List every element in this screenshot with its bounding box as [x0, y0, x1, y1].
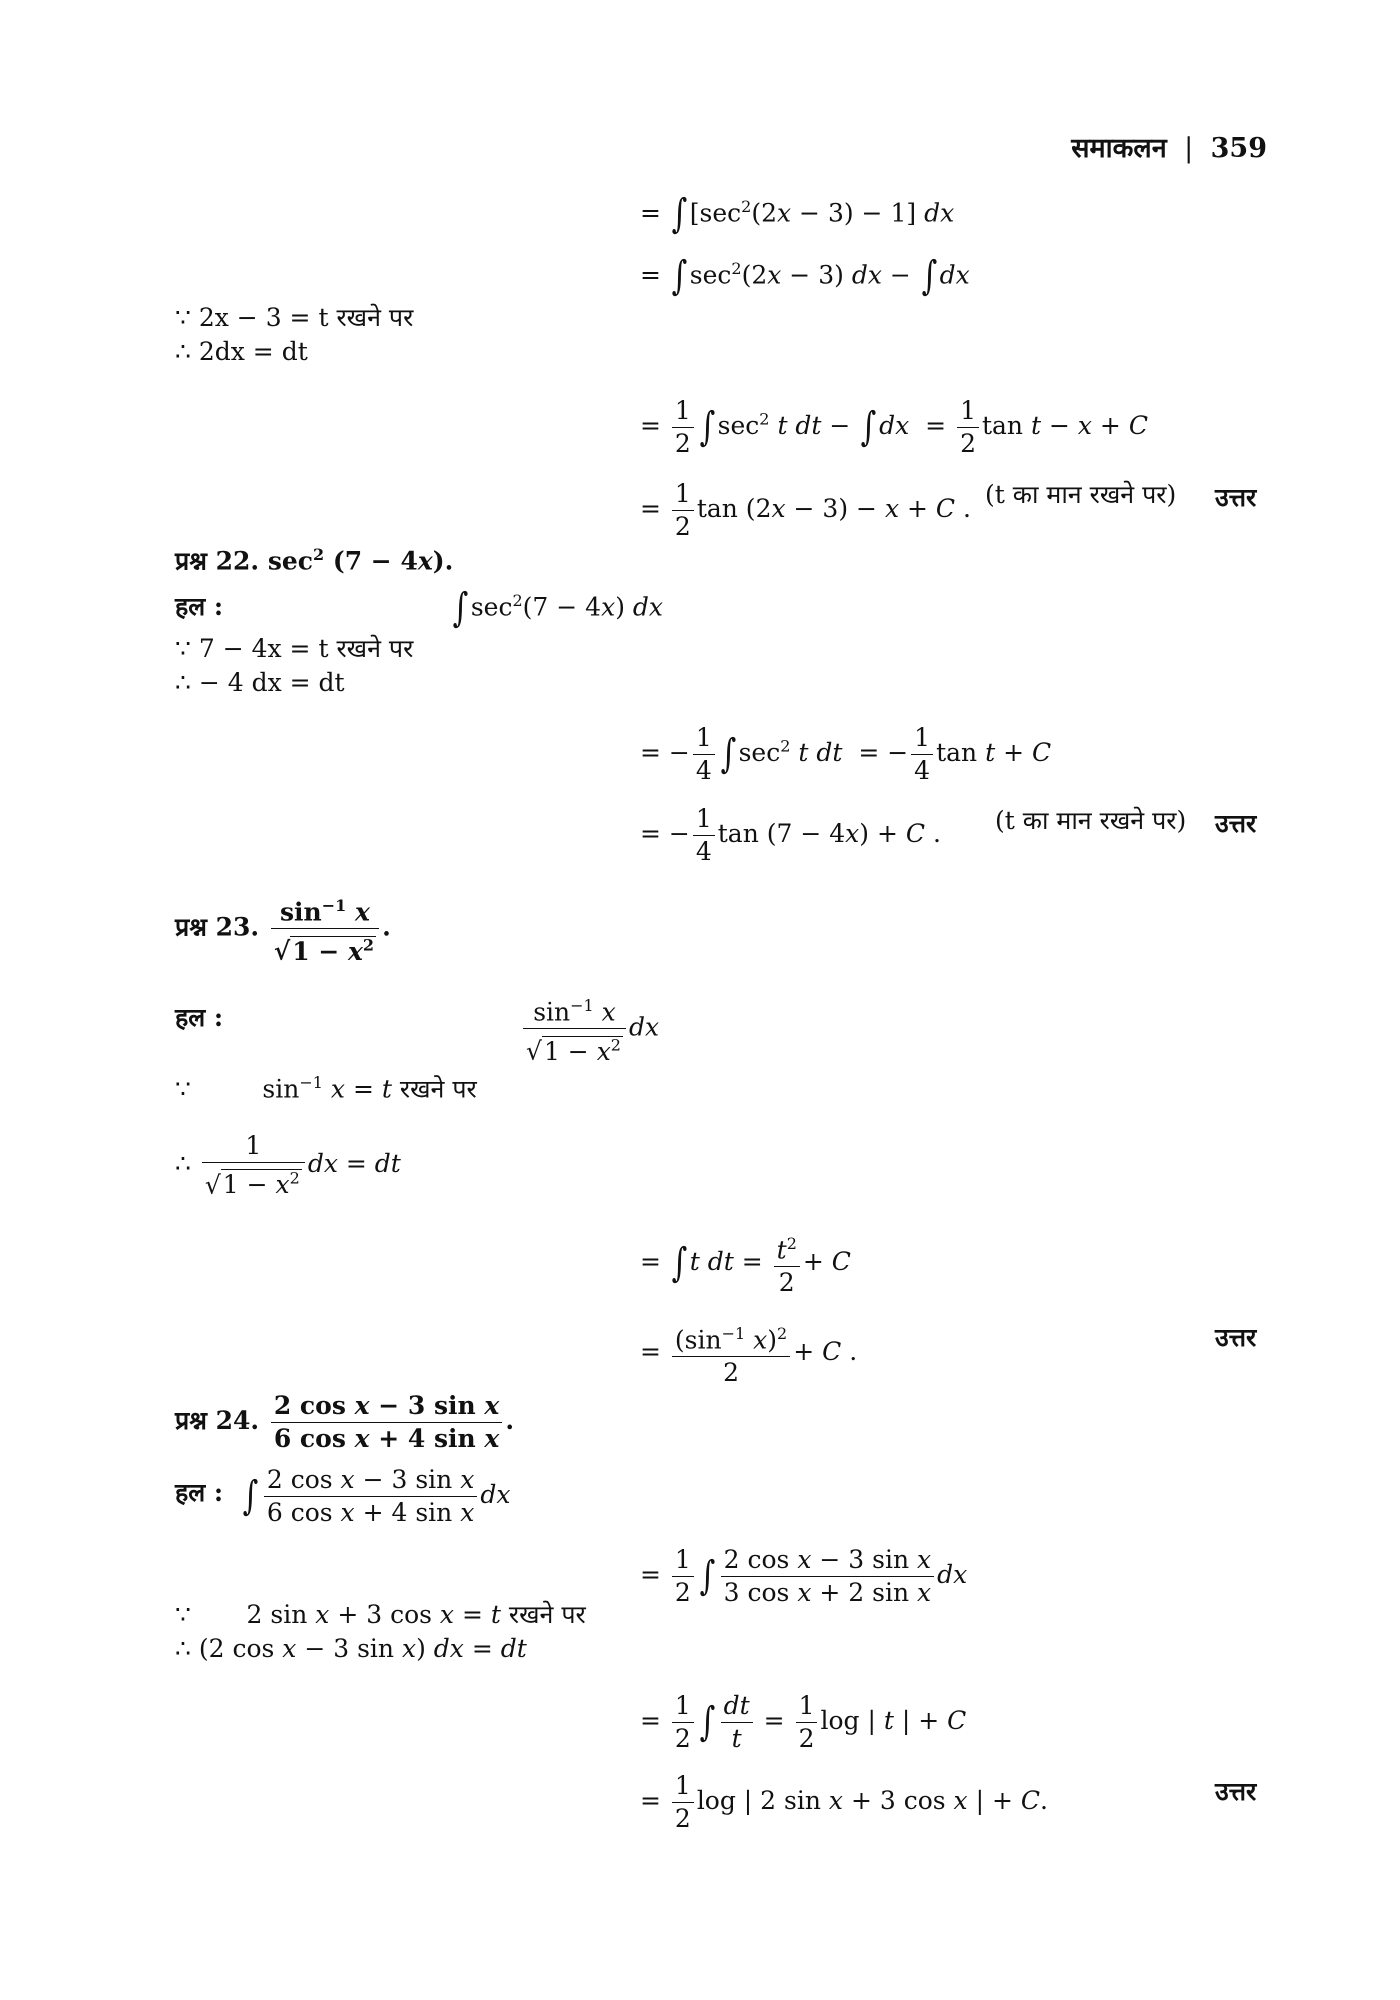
q22-label: प्रश्न 22. [175, 546, 260, 576]
q23-answer: उत्तर [1215, 1323, 1257, 1352]
q23-sub2: ∴ $\frac{1}{√1 - x^2}$ dx = dt [175, 1131, 401, 1200]
cont-step4: = $\frac{1}{2}$ tan (2x − 3) − x + C . [640, 479, 971, 541]
cont-sub2: ∴ 2dx = dt [175, 337, 308, 366]
q24-answer: उत्तर [1215, 1777, 1257, 1806]
cont-step3: = $\frac{1}{2}$ ∫ $\sec^2 t$ dt − ∫ dx = $\frac{1}{2}$ tan t − x + C [640, 396, 1148, 458]
page-header [1071, 128, 1267, 165]
q24-step3: = $\frac{1}{2}$ log | 2 sin x + 3 cos x | + C. [640, 1771, 1048, 1833]
q22-sub1: ∵ 7 − 4x = t रखने पर [175, 634, 414, 663]
header-separator: | [1184, 133, 1194, 164]
q24-step1: = $\frac{1}{2}$ ∫ $\frac{\text{2 cos x − 3 sin x}}{\text{3 cos x + 2 sin x}}$ dx [640, 1545, 968, 1607]
q24-label: प्रश्न 24. [175, 1406, 260, 1435]
cont-step1: = ∫ $[\sec^2(2x - 3) - 1]$ dx [640, 191, 955, 238]
q23-hal: हल : [175, 1003, 224, 1032]
cont-sub1: ∵ 2x − 3 = t रखने पर [175, 303, 414, 332]
q23-heading: प्रश्न 23. $\frac{\sin^{-1} x}{√1 - x^2}$ . [175, 890, 391, 968]
q23-sub1: ∵ $\sin^{-1} x = t$ रखने पर [175, 1073, 477, 1104]
q22-step1: = − $\frac{1}{4}$ ∫ $\sec^2 t$ dt = − $\frac{1}{4}$ tan t + C [640, 723, 1052, 785]
q22-sub2: ∴ − 4 dx = dt [175, 668, 345, 697]
q24-integral: ∫ $\frac{\text{2 cos x − 3 sin x}}{\text{6 cos x + 4 sin x}}$ dx [242, 1465, 511, 1527]
q24-step2: = $\frac{1}{2}$ ∫ $\frac{dt}{t}$ = $\frac{1}{2}$ log | t | + C [640, 1691, 967, 1753]
q24-sub1: ∵ 2 sin x + 3 cos x = t रखने पर [175, 1600, 586, 1629]
q24-hal: हल : [175, 1478, 224, 1507]
q23-step2: = $\frac{(\sin^{-1} x)^2}{2}$ + C . [640, 1318, 857, 1389]
cont-step2: = ∫ $\sec^2(2x - 3)$ dx − ∫ dx [640, 253, 970, 300]
q23-integral: $\frac{\sin^{-1} x}{√1 - x^2}$ dx [520, 990, 659, 1068]
page-number: 359 [1210, 133, 1267, 164]
chapter-title: समाकलन [1071, 133, 1167, 164]
q23-label: प्रश्न 23. [175, 912, 260, 942]
q24-sub2: ∴ (2 cos x − 3 sin x) dx = dt [175, 1634, 527, 1663]
cont-answer: उत्तर [1215, 483, 1257, 512]
q22-hal: हल : [175, 592, 224, 621]
q22-heading: प्रश्न 22. $\sec^2 (7 - 4x)$. [175, 545, 454, 576]
q22-step2: = − $\frac{1}{4}$ tan (7 − 4x) + C . [640, 804, 941, 866]
q22-note: (t का मान रखने पर) [995, 806, 1187, 835]
q22-integral: ∫ $\sec^2(7 - 4x)$ dx [452, 585, 663, 632]
q24-heading: प्रश्न 24. $\frac{\text{2 cos x − 3 sin x}}{\text{6 cos x + 4 sin x}}$ . [175, 1391, 515, 1453]
cont-note: (t का मान रखने पर) [985, 480, 1177, 509]
q22-answer: उत्तर [1215, 809, 1257, 838]
q23-step1: = ∫ t dt = $\frac{t^2}{2}$ + C [640, 1228, 851, 1299]
